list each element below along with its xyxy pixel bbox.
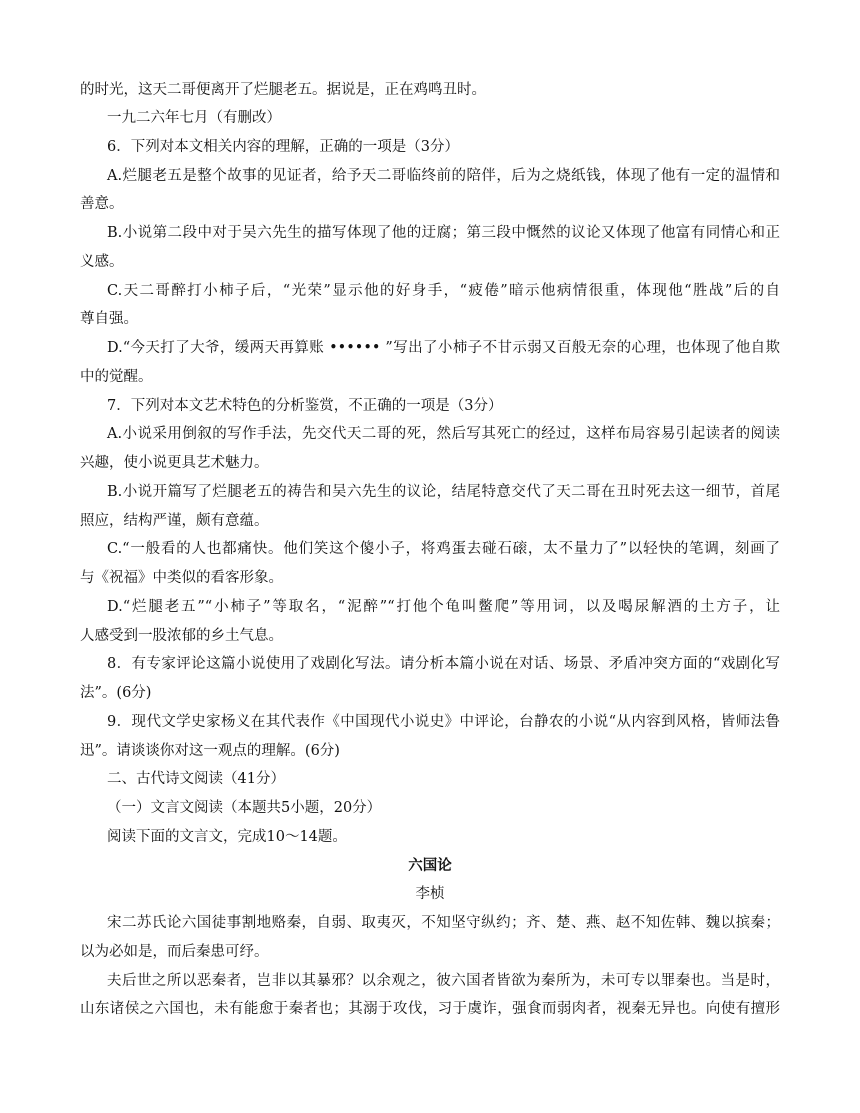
- section-heading: 二、古代诗文阅读（41分）: [107, 771, 285, 787]
- text-line: 的时光，这天二哥便离开了烂腿老五。据说是，正在鸡鸣丑时。: [80, 82, 486, 98]
- option-6d-cont: 中的觉醒。: [80, 369, 153, 385]
- option-7c: C.“一般看的人也都痛快。他们笑这个傻小子，将鸡蛋去碰石磙，太不量力了”以轻快的笔调，刻画了: [107, 541, 780, 557]
- option-6d: D.“今天打了大爷，缓两天再算账 •••••• ”写出了小柿子不甘示弱又百般无奈的心理，也体现了他自欺: [107, 340, 780, 356]
- reading-instruction: 阅读下面的文言文，完成10～14题。: [107, 829, 347, 845]
- option-6a: A.烂腿老五是整个故事的见证者，给予天二哥临终前的陪伴，后为之烧纸钱，体现了他有一定的温情和: [107, 168, 780, 184]
- question-7: 7．下列对本文艺术特色的分析鉴赏，不正确的一项是（3分）: [107, 398, 503, 414]
- passage-title: 六国论: [408, 858, 452, 874]
- question-8-cont: 法”。(6分): [80, 685, 152, 701]
- passage-paragraph-2: 夫后世之所以恶秦者，岂非以其暴邪？以余观之，彼六国者皆欲为秦所为，未可专以罪秦也。当是时，: [107, 973, 780, 989]
- passage-paragraph-1-cont: 以为必如是，而后秦患可纾。: [80, 944, 269, 960]
- question-9-cont: 迅”。请谈谈你对这一观点的理解。(6分): [80, 743, 340, 759]
- option-7d: D.“烂腿老五”“小柿子”等取名，“泥醉”“打他个龟叫鳖爬”等用词，以及喝尿解酒的土方子，让: [107, 599, 780, 615]
- question-6: 6．下列对本文相关内容的理解，正确的一项是（3分）: [107, 139, 459, 155]
- option-7d-cont: 人感受到一股浓郁的乡土气息。: [80, 628, 283, 644]
- option-7b-cont: 照应，结构严谨，颇有意蕴。: [80, 513, 269, 529]
- option-7a: A.小说采用倒叙的写作手法，先交代天二哥的死，然后写其死亡的经过，这样布局容易引起读者的阅读: [107, 426, 780, 442]
- source-note: 一九二六年七月（有删改）: [107, 110, 281, 126]
- passage-author: 李桢: [415, 886, 445, 902]
- option-7b: B.小说开篇写了烂腿老五的祷告和吴六先生的议论，结尾特意交代了天二哥在丑时死去这一细节，首尾: [107, 484, 780, 500]
- option-6c-cont: 尊自强。: [80, 311, 138, 327]
- option-6c: C.天二哥醉打小柿子后，“光荣”显示他的好身手，“疲倦”暗示他病情很重，体现他“胜战”后的自: [107, 283, 780, 299]
- option-6b: B.小说第二段中对于吴六先生的描写体现了他的迂腐；第三段中慨然的议论又体现了他富有同情心和正: [107, 225, 780, 241]
- passage-paragraph-1: 宋二苏氏论六国徒事割地赂秦，自弱、取夷灭，不知坚守纵约；齐、楚、燕、赵不知佐韩、魏以摈秦；: [107, 915, 780, 931]
- question-9: 9．现代文学史家杨义在其代表作《中国现代小说史》中评论，台静农的小说“从内容到风格，皆师法鲁: [107, 714, 780, 730]
- question-8: 8．有专家评论这篇小说使用了戏剧化写法。请分析本篇小说在对话、场景、矛盾冲突方面的“戏剧化写: [107, 656, 780, 672]
- option-6a-cont: 善意。: [80, 196, 124, 212]
- option-7a-cont: 兴趣，使小说更具艺术魅力。: [80, 455, 269, 471]
- option-7c-cont: 与《祝福》中类似的看客形象。: [80, 570, 283, 586]
- passage-paragraph-2-cont: 山东诸侯之六国也，未有能愈于秦者也；其溺于攻伐，习于虞诈，强食而弱肉者，视秦无异也。向使有擅形: [80, 1001, 780, 1017]
- option-6b-cont: 义感。: [80, 254, 124, 270]
- subsection-heading: （一）文言文阅读（本题共5小题，20分）: [107, 800, 382, 816]
